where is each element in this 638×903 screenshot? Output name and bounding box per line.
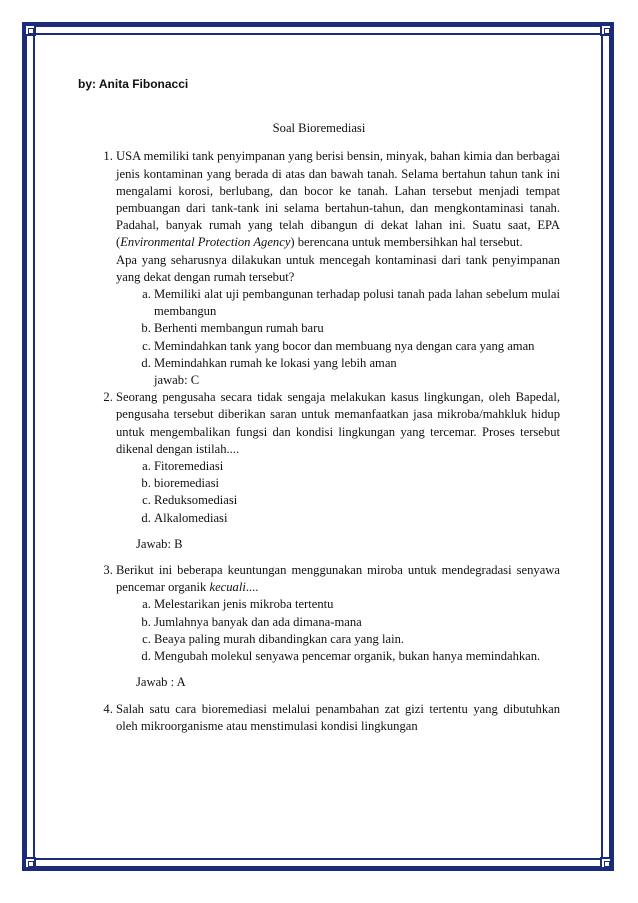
question-3-text [116,562,560,596]
question-4-text: 4. Salah satu cara bioremediasi melalui penambahan zat gizi tertentu yang dibutuhkan oleh mikroorganisme atau menstimulasi kondisi lingkungan [116,701,560,733]
option-d: d. Memindahkan rumah ke lokasi yang lebih aman [154,355,560,372]
option-a: a. Melestarikan jenis mikroba tertentu [154,596,560,613]
option-a: a. Fitoremediasi [154,458,560,475]
author-line: by: Anita Fibonacci [78,77,189,91]
document-body [78,76,560,735]
question-1-prompt: Apa yang seharusnya dilakukan untuk mencegah kontaminasi dari tank penyimpanan yang dekat dengan rumah tersebut? [116,252,560,284]
option-b: b. Berhenti membangun rumah baru [154,320,560,337]
question-3-answer: Jawab : A [136,675,186,690]
question-3 [116,562,560,691]
option-b: b. bioremediasi [154,475,560,492]
question-1-answer: jawab: C [154,373,200,388]
question-2 [116,389,560,553]
option-a: a. Memiliki alat uji pembangunan terhadap polusi tanah pada lahan sebelum mulai membangun [154,286,560,320]
question-1-text-part: USA memiliki tank penyimpanan yang berisi bensin, minyak, bahan kimia dan berbagai jenis kontaminan yang berada di atas dan bawah tanah. Selama bertahun tahun tank ini mengalami korosi, berlubang, dan bocor ke tanah. Lahan tersebut menjadi tempat pembuangan dari tank-tank ini selama bertahun-tahun, dan mengkontaminasi tanah. Padahal, banyak rumah yang telah dibangun di dekat lahan ini. Suatu saat, EPA ( [116,149,560,250]
question-3-text-end: .... [245,580,259,595]
corner-ornament-bottom-left [24,857,36,869]
question-1-text [116,148,560,251]
question-list [78,148,560,735]
question-2-options [116,458,560,527]
corner-ornament-top-right [600,24,612,36]
question-3-options [116,596,560,665]
option-d: d. Mengubah molekul senyawa pencemar organik, bukan hanya memindahkan. [154,648,560,665]
option-c: c. Memindahkan tank yang bocor dan membuang nya dengan cara yang aman [154,338,560,355]
question-1-options [116,286,560,372]
document-title: Soal Bioremediasi [272,121,366,136]
question-2-text: 2. Seorang pengusaha secara tidak sengaja melakukan kasus lingkungan, oleh Bapedal, pengusaha tersebut diberikan saran untuk memanfaatkan jasa mikroba/mahkluk hidup untuk mengembalikan fungsi dan kondisi lingkungan yang tercemar. Proses tersebut dikenal dengan istilah.... [116,390,560,456]
question-2-answer: Jawab: B [136,536,183,551]
question-4 [116,701,560,735]
option-b: b. Jumlahnya banyak dan ada dimana-mana [154,614,560,631]
agency-name: Environmental Protection Agency [120,235,291,250]
question-3-text-part: Berikut ini beberapa keuntungan menggunakan miroba untuk mendegradasi senyawa pencemar organik [116,563,560,595]
corner-ornament-top-left [24,24,36,36]
emphasis-kecuali: kecuali [209,580,246,595]
corner-ornament-bottom-right [600,857,612,869]
option-d: d. Alkalomediasi [154,510,560,527]
option-c: c. Reduksomediasi [154,492,560,509]
question-1-text-end: ) berencana untuk membersihkan hal tersebut. [290,235,523,250]
question-1 [116,148,560,389]
option-c: c. Beaya paling murah dibandingkan cara yang lain. [154,631,560,648]
